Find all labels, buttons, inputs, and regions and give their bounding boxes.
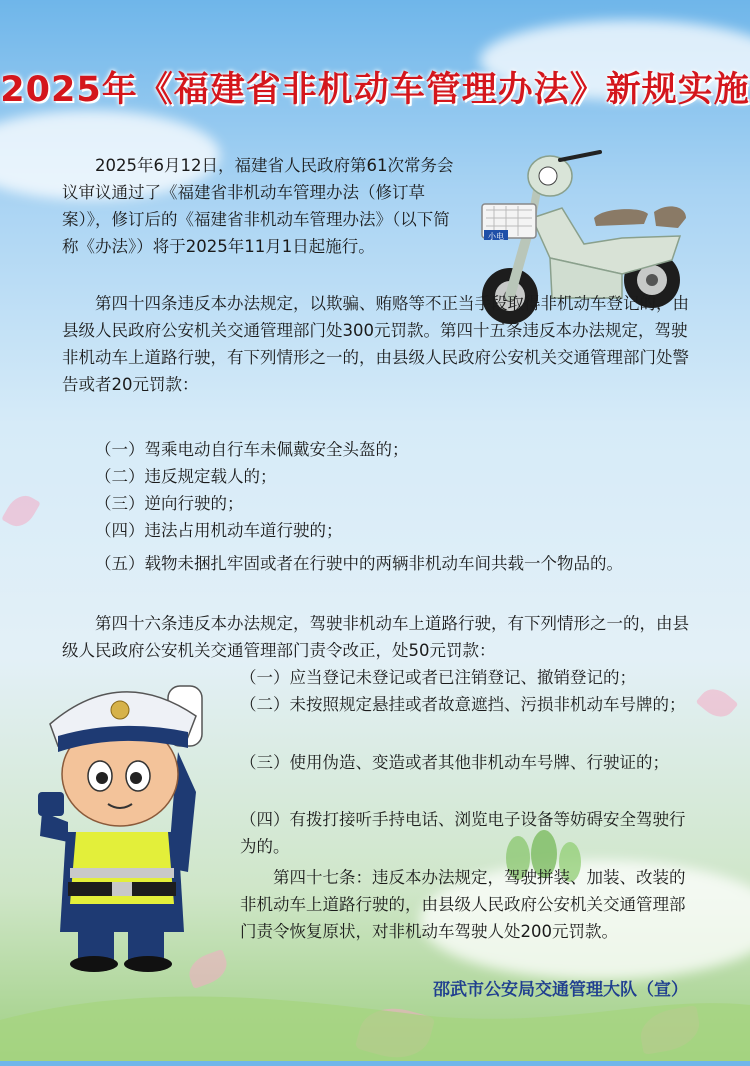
art46-item: （二）未按照规定悬挂或者故意遮挡、污损非机动车号牌的； [240,695,686,714]
art46-item: （三）使用伪造、变造或者其他非机动车号牌、行驶证的； [240,753,669,772]
intro-paragraph: 2025年6月12日，福建省人民政府第61次常务会议审议通过了《福建省非机动车管理办法（修订草案）》，修订后的《福建省非机动车管理办法》（以下简称《办法》）将于2025年11月1日起施行。 [62,156,454,256]
petal-decoration [1,490,41,532]
article-44-45-paragraph: 第四十四条违反本办法规定，以欺骗、贿赂等不正当手段取得非机动车登记的，由县级人民政府公安机关交通管理部门处300元罚款。第四十五条违反本办法规定，驾驶非机动车上道路行驶，有下列情形之一的，由县级人民政府公安机关交通管理部门处警告或者20元罚款： [62,294,689,394]
art46-item: （一）应当登记未登记或者已注销登记、撤销登记的； [240,668,636,687]
plate-text: 小电 [488,232,504,241]
page-title: 2025年《福建省非机动车管理办法》新规实施 [0,70,750,110]
art45-item: （五）载物未捆扎牢固或者在行驶中的两辆非机动车间共载一个物品的。 [95,554,623,573]
article-47-paragraph: 第四十七条：违反本办法规定，驾驶拼装、加装、改装的非机动车上道路行驶的，由县级人民政府公安机关交通管理部门责令恢复原状，对非机动车驾驶人处200元罚款。 [240,868,686,941]
traffic-police-cartoon [28,672,228,972]
article-46-paragraph: 第四十六条违反本办法规定，驾驶非机动车上道路行驶，有下列情形之一的，由县级人民政府公安机关交通管理部门责令改正，处50元罚款： [62,614,689,660]
issuer-footer: 邵武市公安局交通管理大队（宣） [433,980,688,1000]
art45-item: （一）驾乘电动自行车未佩戴安全头盔的； [95,440,409,459]
art45-item: （四）违法占用机动车道行驶的； [95,521,343,540]
art45-item: （二）违反规定载人的； [95,467,277,486]
art45-item: （三）逆向行驶的； [95,494,244,513]
petal-decoration [696,682,739,724]
art46-item: （四）有拨打接听手持电话、浏览电子设备等妨碍安全驾驶行为的。 [240,810,686,856]
